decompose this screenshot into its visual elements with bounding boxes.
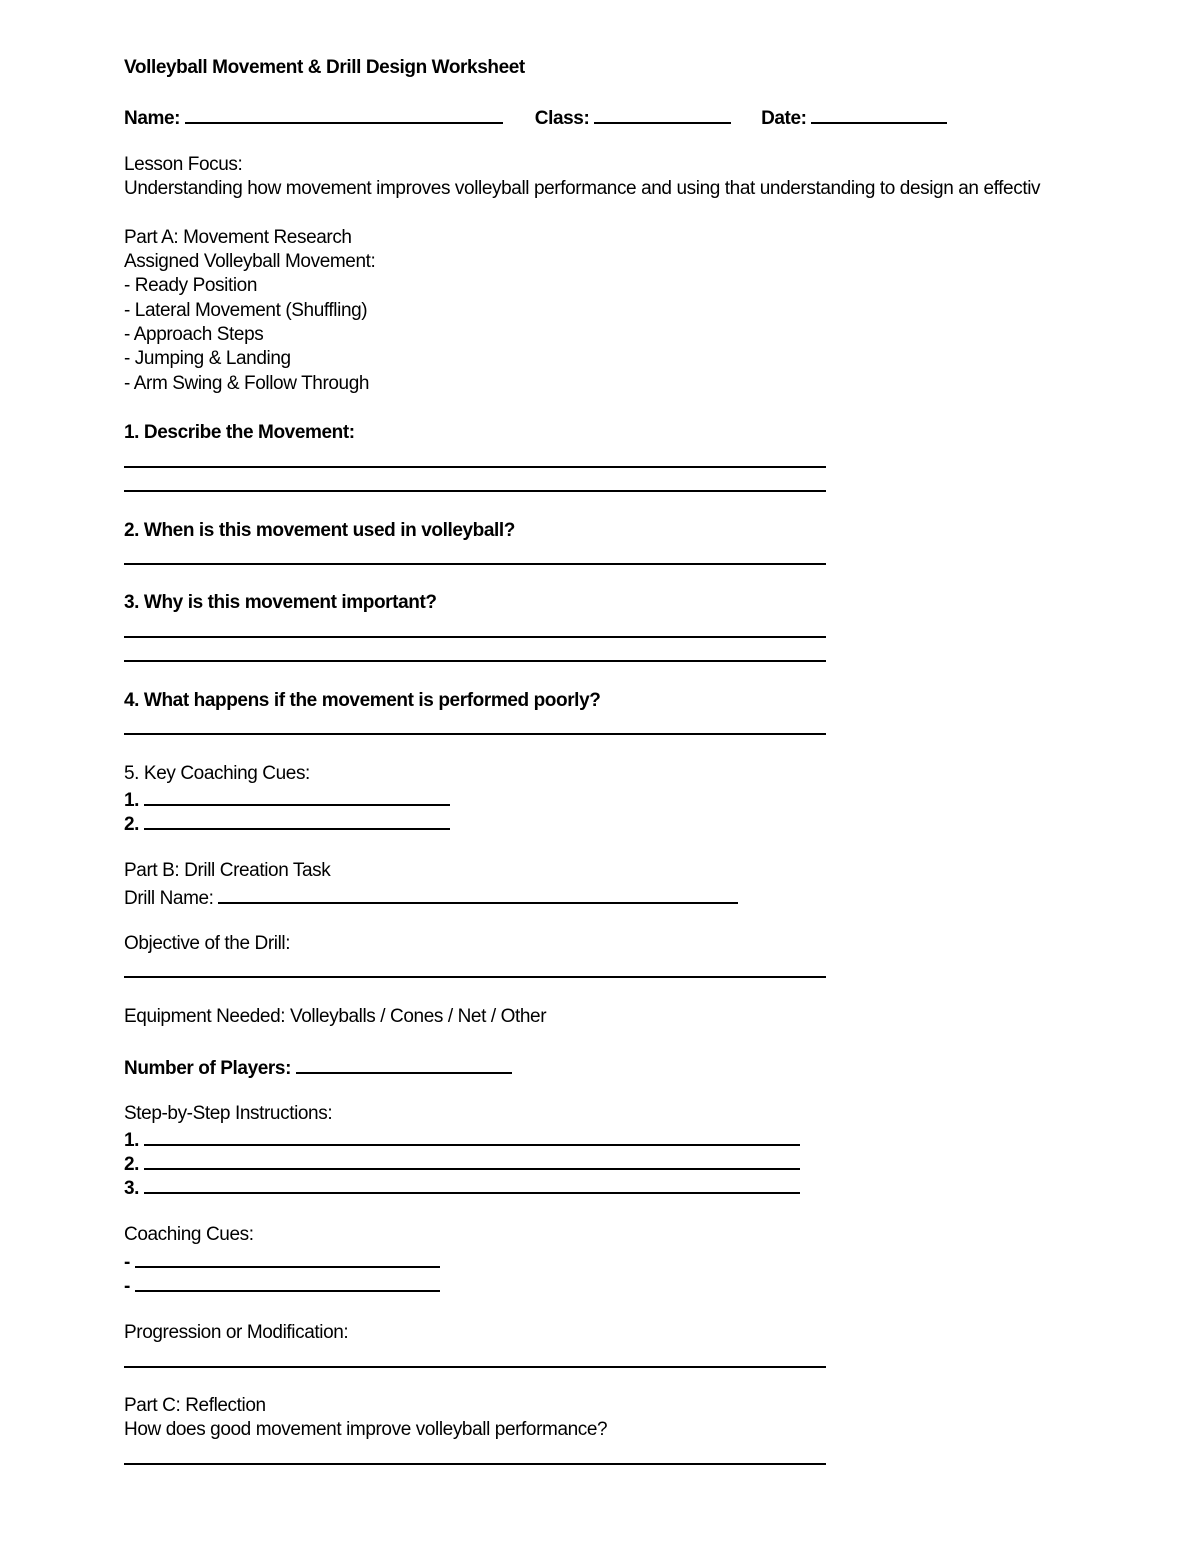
players-label: Number of Players:	[124, 1058, 292, 1079]
step-1-field[interactable]	[144, 1126, 800, 1146]
worksheet-title: Volleyball Movement & Drill Design Worksheet	[124, 57, 525, 78]
answer-line-q1-b[interactable]	[124, 490, 826, 492]
part-a-heading: Part A: Movement Research	[124, 227, 352, 248]
key-cue-1-field[interactable]	[144, 786, 450, 806]
step-2-field[interactable]	[144, 1150, 800, 1170]
question-5: 5. Key Coaching Cues:	[124, 763, 310, 784]
part-b-heading: Part B: Drill Creation Task	[124, 860, 331, 881]
name-label: Name:	[124, 108, 181, 129]
objective-label: Objective of the Drill:	[124, 933, 291, 954]
drill-name-row	[124, 884, 738, 908]
coaching-cues-label: Coaching Cues:	[124, 1224, 254, 1245]
coaching-cue-dash: -	[124, 1276, 130, 1297]
key-cue-1-number: 1.	[124, 790, 140, 811]
name-field[interactable]	[185, 104, 503, 124]
step-row	[124, 1174, 800, 1198]
question-2: 2. When is this movement used in volleyball?	[124, 520, 515, 541]
answer-line-q4[interactable]	[124, 733, 826, 735]
movement-item: - Ready Position	[124, 275, 258, 296]
answer-line-q1-a[interactable]	[124, 466, 826, 468]
step-row	[124, 1126, 800, 1150]
question-1: 1. Describe the Movement:	[124, 422, 355, 443]
coaching-cue-row	[124, 1272, 440, 1296]
answer-line-q2[interactable]	[124, 563, 826, 565]
assigned-movement-label: Assigned Volleyball Movement:	[124, 251, 376, 272]
step-3-field[interactable]	[144, 1174, 800, 1194]
date-label: Date:	[761, 108, 807, 129]
answer-line-objective[interactable]	[124, 976, 826, 978]
date-field[interactable]	[811, 104, 947, 124]
header-row	[124, 104, 947, 128]
coaching-cue-1-field[interactable]	[135, 1248, 440, 1268]
step-row	[124, 1150, 800, 1174]
answer-line-q3-b[interactable]	[124, 660, 826, 662]
class-label: Class:	[534, 108, 590, 129]
question-4: 4. What happens if the movement is performed poorly?	[124, 690, 601, 711]
coaching-cue-2-field[interactable]	[135, 1272, 440, 1292]
answer-line-reflection[interactable]	[124, 1463, 826, 1465]
answer-line-progression[interactable]	[124, 1366, 826, 1368]
step-number: 1.	[124, 1130, 140, 1151]
steps-label: Step-by-Step Instructions:	[124, 1103, 333, 1124]
players-row	[124, 1054, 512, 1078]
movement-item: - Approach Steps	[124, 324, 264, 345]
answer-line-q3-a[interactable]	[124, 636, 826, 638]
lesson-focus-label: Lesson Focus:	[124, 154, 243, 175]
key-cue-1-row	[124, 786, 450, 810]
reflection-question: How does good movement improve volleyball performance?	[124, 1419, 608, 1440]
key-cue-2-number: 2.	[124, 814, 140, 835]
coaching-cue-dash: -	[124, 1252, 130, 1273]
key-cue-2-field[interactable]	[144, 810, 450, 830]
movement-item: - Jumping & Landing	[124, 348, 291, 369]
step-number: 2.	[124, 1154, 140, 1175]
movement-item: - Lateral Movement (Shuffling)	[124, 300, 368, 321]
progression-label: Progression or Modification:	[124, 1322, 349, 1343]
question-3: 3. Why is this movement important?	[124, 592, 437, 613]
part-c-heading: Part C: Reflection	[124, 1395, 266, 1416]
step-number: 3.	[124, 1178, 140, 1199]
key-cue-2-row	[124, 810, 450, 834]
lesson-focus-text: Understanding how movement improves volleyball performance and using that understanding to design an effectiv	[124, 178, 1041, 199]
players-field[interactable]	[296, 1054, 512, 1074]
class-field[interactable]	[594, 104, 731, 124]
movement-item: - Arm Swing & Follow Through	[124, 373, 370, 394]
coaching-cue-row	[124, 1248, 440, 1272]
drill-name-label: Drill Name:	[124, 888, 214, 909]
drill-name-field[interactable]	[218, 884, 738, 904]
equipment-needed: Equipment Needed: Volleyballs / Cones / Net / Other	[124, 1006, 547, 1027]
